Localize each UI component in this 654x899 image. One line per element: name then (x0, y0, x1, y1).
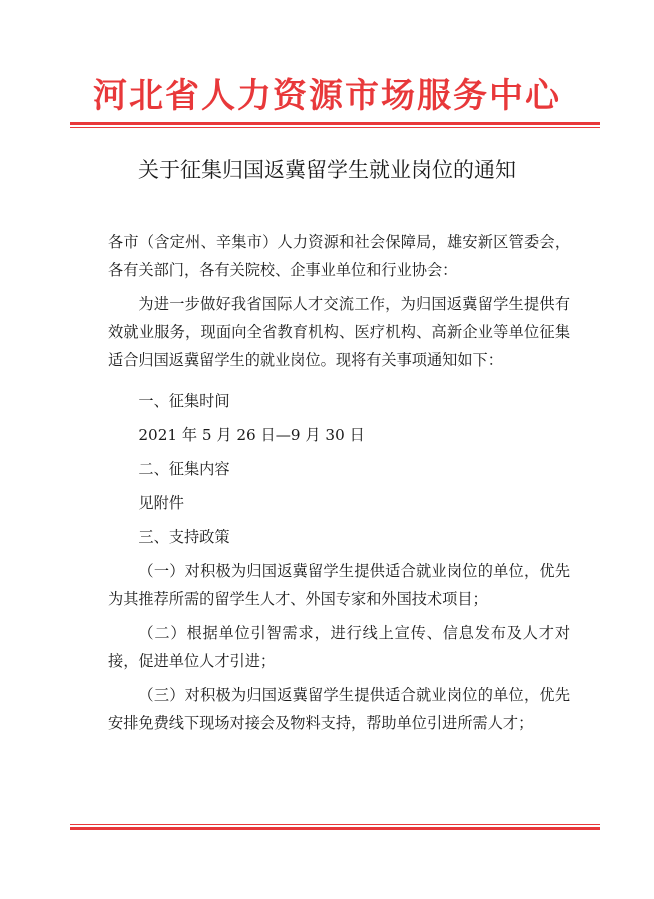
masthead: 河北省人力资源市场服务中心 (93, 76, 561, 116)
footer-rule-thin (70, 824, 600, 825)
document-title: 关于征集归国返冀留学生就业岗位的通知 (138, 158, 516, 182)
section-heading-content: 二、征集内容 (138, 460, 230, 478)
document-body (108, 228, 570, 737)
policy-item: （三）对积极为归国返冀留学生提供适合就业岗位的单位，优先安排免费线下现场对接会及物料支持，帮助单位引进所需人才； (108, 686, 570, 732)
salutation: 各市（含定州、辛集市）人力资源和社会保障局，雄安新区管委会，各有关部门，各有关院校、企事业单位和行业协会： (108, 233, 570, 279)
section-heading-time: 一、征集时间 (138, 392, 230, 410)
section-heading-policy: 三、支持政策 (138, 528, 230, 546)
footer-rule-thick (70, 827, 600, 830)
policy-item: （二）根据单位引智需求，进行线上宣传、信息发布及人才对接，促进单位人才引进； (108, 624, 570, 670)
section-content-content: 见附件 (138, 494, 184, 512)
section-content-time: 2021 年 5 月 26 日—9 月 30 日 (138, 426, 365, 444)
intro-paragraph: 为进一步做好我省国际人才交流工作，为归国返冀留学生提供有效就业服务，现面向全省教育机构、医疗机构、高新企业等单位征集适合归国返冀留学生的就业岗位。现将有关事项通知如下： (108, 295, 570, 369)
masthead-rule-thick (70, 122, 600, 125)
masthead-rule-thin (70, 127, 600, 128)
policy-item: （一）对积极为归国返冀留学生提供适合就业岗位的单位，优先为其推荐所需的留学生人才、外国专家和外国技术项目； (108, 562, 570, 608)
